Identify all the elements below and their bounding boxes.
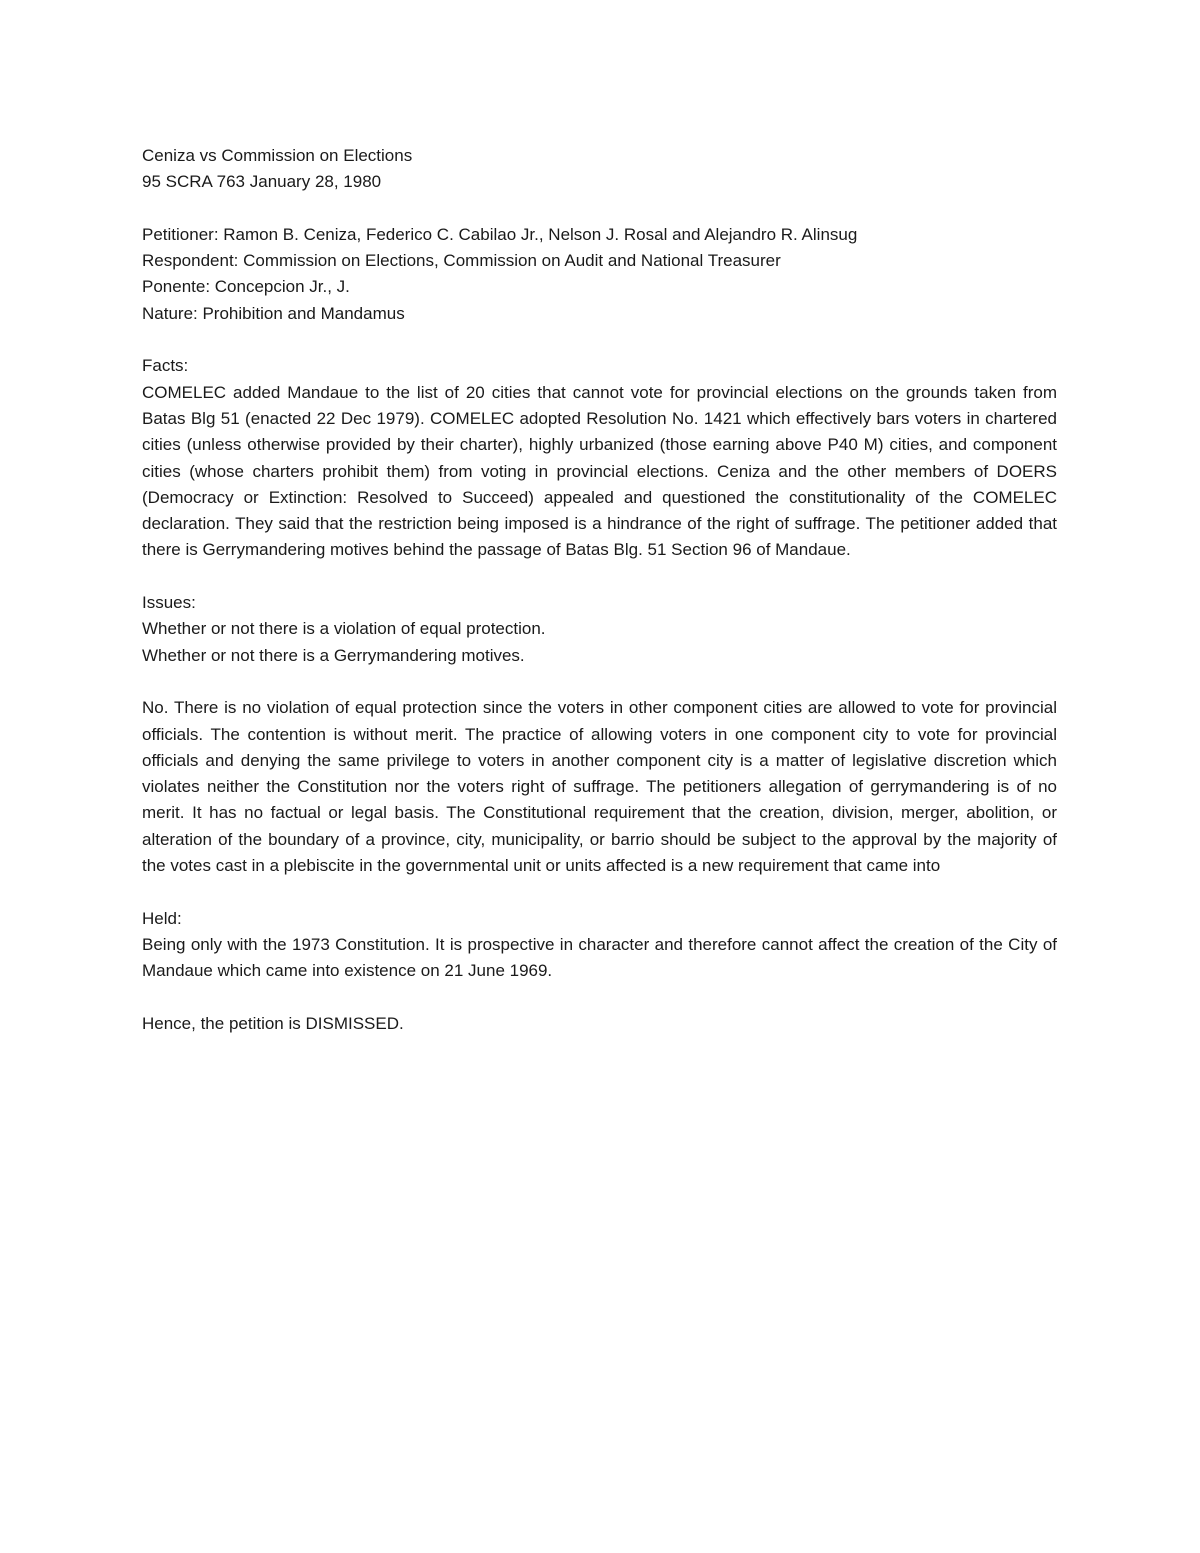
spacer (142, 985, 1057, 1011)
conclusion-line: Hence, the petition is DISMISSED. (142, 1013, 404, 1033)
held-heading: Held: (142, 908, 182, 928)
spacer (142, 669, 1057, 695)
spacer (142, 564, 1057, 590)
issue-item: Whether or not there is a Gerrymandering motives. (142, 645, 525, 665)
nature-line: Nature: Prohibition and Mandamus (142, 303, 405, 323)
facts-body: COMELEC added Mandaue to the list of 20 cities that cannot vote for provincial elections on the grounds taken from Batas Blg 51 (enacted 22 Dec 1979). COMELEC adopted Resolution No. 1421 which effectively bars voters in chartered cities (unless otherwise provided by their charter), highly urbanized (those earning above P40 M) cities, and component cities (whose charters prohibit them) from voting in provincial elections. Ceniza and the other members of DOERS (Democracy or Extinction: Resolved to Succeed) appealed and questioned the constitutionality of the COMELEC declaration. They said that the restriction being imposed is a hindrance of the right of suffrage. The petitioner added that there is Gerrymandering motives behind the passage of Batas Blg. 51 Section 96 of Mandaue. (142, 382, 1057, 560)
petitioner-line: Petitioner: Ramon B. Ceniza, Federico C. Cabilao Jr., Nelson J. Rosal and Alejandro R. Alinsug (142, 224, 858, 244)
document-page (142, 143, 1057, 1037)
issue-item: Whether or not there is a violation of equal protection. (142, 619, 546, 639)
case-citation: 95 SCRA 763 January 28, 1980 (142, 172, 382, 192)
held-body: Being only with the 1973 Constitution. It is prospective in character and therefore cannot affect the creation of the City of Mandaue which came into existence on 21 June 1969. (142, 934, 1057, 981)
spacer (142, 196, 1057, 222)
spacer (142, 327, 1057, 353)
case-title: Ceniza vs Commission on Elections (142, 146, 413, 165)
facts-heading: Facts: (142, 356, 189, 376)
ruling-body: No. There is no violation of equal protection since the voters in other component cities are allowed to vote for provincial officials. The contention is without merit. The practice of allowing voters in one component city to vote for provincial officials and denying the same privilege to voters in another component city is a matter of legislative discretion which violates neither the Constitution nor the voters right of suffrage. The petitioners allegation of gerrymandering is of no merit. It has no factual or legal basis. The Constitutional requirement that the creation, division, merger, abolition, or alteration of the boundary of a province, city, municipality, or barrio should be subject to the approval by the majority of the votes cast in a plebiscite in the governmental unit or units affected is a new requirement that came into (142, 698, 1057, 876)
spacer (142, 879, 1057, 905)
issues-heading: Issues: (142, 593, 196, 613)
respondent-line: Respondent: Commission on Elections, Commission on Audit and National Treasurer (142, 251, 781, 271)
ponente-line: Ponente: Concepcion Jr., J. (142, 277, 350, 297)
